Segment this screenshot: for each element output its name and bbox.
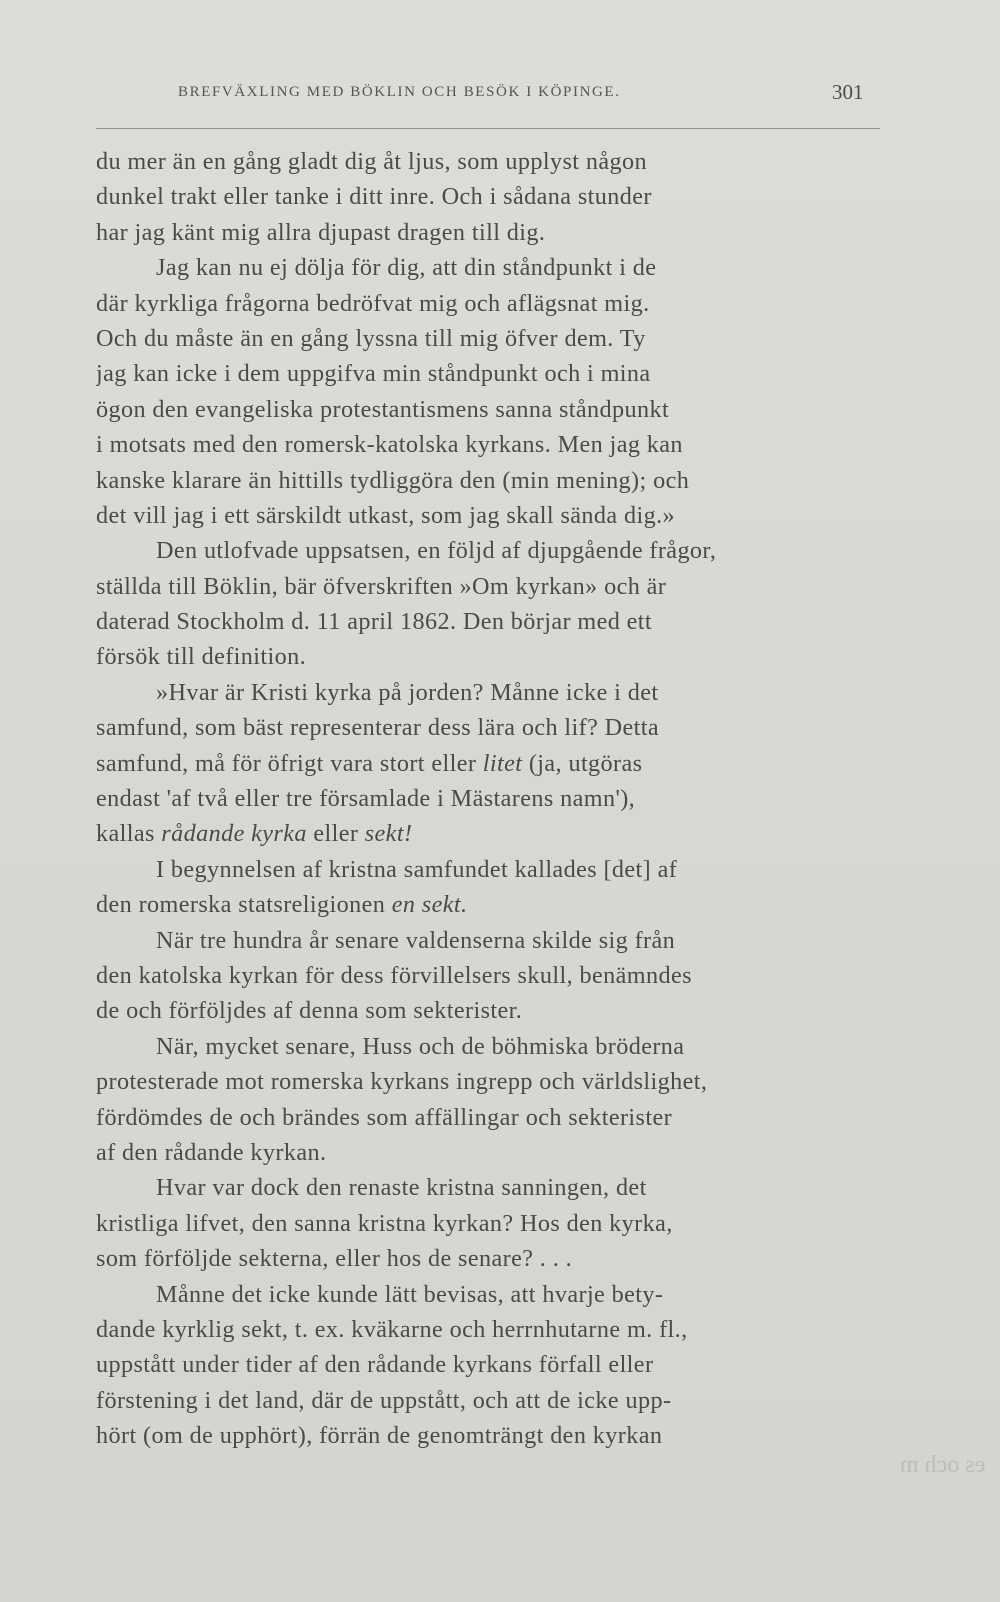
text-line: »Hvar är Kristi kyrka på jorden? Månne icke i det <box>156 678 659 706</box>
text-line: det vill jag i ett särskildt utkast, som jag skall sända dig.» <box>96 501 676 529</box>
text-line: dande kyrklig sekt, t. ex. kväkarne och herrnhutarne m. fl., <box>96 1315 688 1343</box>
text-line: endast 'af två eller tre församlade i Mästarens namn'), <box>96 785 636 813</box>
text-line <box>96 746 878 781</box>
text-line: daterad Stockholm d. 11 april 1862. Den börjar med ett <box>96 608 653 636</box>
body-text <box>96 144 878 1453</box>
text-line: När, mycket senare, Huss och de böhmiska bröderna <box>156 1032 685 1060</box>
text-line: Jag kan nu ej dölja för dig, att din ståndpunkt i de <box>156 254 657 282</box>
text-line: kristliga lifvet, den sanna kristna kyrkan? Hos den kyrka, <box>96 1209 673 1237</box>
running-title: BREFVÄXLING MED BÖKLIN OCH BESÖK I KÖPINGE. <box>178 84 621 100</box>
text-line: har jag känt mig allra djupast dragen till dig. <box>96 218 546 246</box>
text-line: I begynnelsen af kristna samfundet kallades [det] af <box>156 855 678 883</box>
text-line: som förföljde sekterna, eller hos de senare? . . . <box>96 1245 573 1273</box>
text-line: af den rådande kyrkan. <box>96 1138 327 1166</box>
text-line: du mer än en gång gladt dig åt ljus, som upplyst någon <box>96 148 647 175</box>
text-line: protesterade mot romerska kyrkans ingrepp och världslighet, <box>96 1068 708 1096</box>
text-segment: (ja, utgöras <box>528 749 643 777</box>
text-line: jag kan icke i dem uppgifva min ståndpunkt och i mina <box>96 360 651 388</box>
text-line: dunkel trakt eller tanke i ditt inre. Och i sådana stunder <box>96 183 652 211</box>
text-line: Den utlofvade uppsatsen, en följd af djupgående frågor, <box>156 537 717 565</box>
text-line: i motsats med den romersk-katolska kyrkans. Men jag kan <box>96 431 683 459</box>
text-line: de och förföljdes af denna som sekterister. <box>96 997 523 1025</box>
text-line: samfund, som bäst representerar dess lära och lif? Detta <box>96 714 660 742</box>
text-segment: den romerska statsreligionen <box>96 891 386 919</box>
bleed-through-text: es och m <box>900 1452 986 1478</box>
text-line: ögon den evangeliska protestantismens sanna ståndpunkt <box>96 395 670 423</box>
text-line: När tre hundra år senare valdenserna skilde sig från <box>156 926 676 954</box>
text-line: kanske klarare än hittills tydliggöra den (min mening); och <box>96 466 690 494</box>
header-rule <box>96 128 880 129</box>
text-segment: eller <box>313 820 359 848</box>
text-line: där kyrkliga frågorna bedröfvat mig och aflägsnat mig. <box>96 289 650 317</box>
text-line: förstening i det land, där de uppstått, och att de icke upp- <box>96 1386 672 1414</box>
text-line <box>96 816 878 851</box>
text-segment: kallas <box>96 820 155 848</box>
text-line: Hvar var dock den renaste kristna sanningen, det <box>156 1174 647 1202</box>
italic-text: sekt! <box>364 820 413 848</box>
text-line: hört (om de upphört), förrän de genomträngt den kyrkan <box>96 1422 663 1450</box>
text-line: försök till definition. <box>96 643 307 671</box>
italic-text: litet <box>482 749 523 777</box>
text-line: den katolska kyrkan för dess förvillelsers skull, benämndes <box>96 961 692 989</box>
text-line: ställda till Böklin, bär öfverskriften »Om kyrkan» och är <box>96 572 667 600</box>
text-line <box>96 887 878 922</box>
italic-text: en sekt. <box>391 891 468 919</box>
text-segment: samfund, må för öfrigt vara stort eller <box>96 749 477 777</box>
italic-text: rådande kyrka <box>161 820 307 848</box>
text-line: fördömdes de och brändes som affällingar och sekterister <box>96 1103 673 1131</box>
text-line: Och du måste än en gång lyssna till mig öfver dem. Ty <box>96 324 646 352</box>
text-line: uppstått under tider af den rådande kyrkans förfall eller <box>96 1351 654 1379</box>
text-line: Månne det icke kunde lätt bevisas, att hvarje bety- <box>156 1280 664 1308</box>
page-number: 301 <box>832 80 864 104</box>
